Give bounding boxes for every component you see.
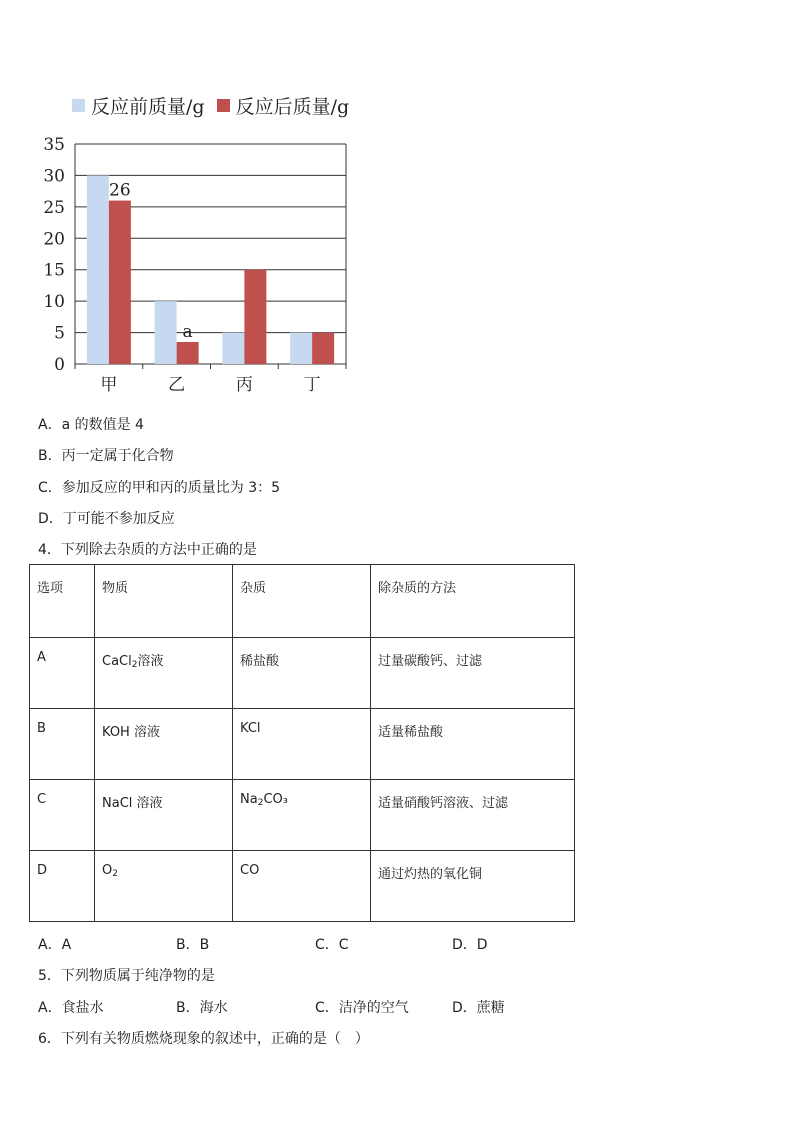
y-tick-label: 5 <box>54 323 65 344</box>
header-substance: 物质 <box>95 565 233 638</box>
y-tick-label: 15 <box>43 260 65 281</box>
q4-table <box>29 564 575 922</box>
y-tick-label: 0 <box>54 355 65 375</box>
cell-option: B <box>30 709 95 780</box>
y-tick-label: 30 <box>43 166 65 187</box>
cell-impurity: KCl <box>233 709 371 780</box>
q3-option-b: B．丙一定属于化合物 <box>38 448 174 464</box>
x-tick-label: 乙 <box>168 375 186 395</box>
cell-substance: NaCl 溶液 <box>95 780 233 851</box>
cell-impurity: 稀盐酸 <box>233 638 371 709</box>
q4-option-d: D．D <box>452 937 488 953</box>
q3-option-d: D．丁可能不参加反应 <box>38 511 175 527</box>
header-method: 除杂质的方法 <box>371 565 575 638</box>
table-header-row <box>30 565 575 638</box>
x-tick-label: 丙 <box>235 375 253 395</box>
table-row <box>30 638 575 709</box>
bar-after <box>109 201 131 364</box>
table-row <box>30 780 575 851</box>
cell-impurity: CO <box>233 851 371 922</box>
cell-substance: $O_2$ <box>95 851 233 922</box>
q5-option-d: D．蔗糖 <box>452 1000 505 1016</box>
cell-impurity: $Na_2CO_3$ <box>233 780 371 851</box>
table-row <box>30 851 575 922</box>
q6-stem: 6．下列有关物质燃烧现象的叙述中，正确的是（ ） <box>38 1031 369 1047</box>
header-option: 选项 <box>30 565 95 638</box>
legend-swatch-after <box>217 99 230 112</box>
bar-before <box>222 333 244 364</box>
bar-chart <box>30 130 360 400</box>
data-label: a <box>182 322 193 342</box>
y-tick-label: 35 <box>43 135 65 155</box>
legend-label-before: 反应前质量/g <box>91 95 205 118</box>
legend-label-after: 反应后质量/g <box>235 95 350 118</box>
q4-option-a: A．A <box>38 937 72 953</box>
cell-method: 过量碳酸钙、过滤 <box>371 638 575 709</box>
q4-option-b: B．B <box>176 937 210 953</box>
bar-after <box>312 333 334 364</box>
cell-option: A <box>30 638 95 709</box>
cell-method: 适量稀盐酸 <box>371 709 575 780</box>
legend-item-after <box>217 92 350 119</box>
x-tick-label: 丁 <box>303 375 321 395</box>
cell-method: 通过灼热的氧化铜 <box>371 851 575 922</box>
q3-option-c: C．参加反应的甲和丙的质量比为 3：5 <box>38 480 281 496</box>
q4-option-c: C．C <box>315 937 349 953</box>
cell-method: 适量硝酸钙溶液、过滤 <box>371 780 575 851</box>
x-tick-label: 甲 <box>100 375 118 395</box>
q3-option-a: A．a 的数值是 4 <box>38 417 144 433</box>
cell-substance: KOH 溶液 <box>95 709 233 780</box>
y-tick-label: 20 <box>43 229 65 250</box>
q4-stem: 4．下列除去杂质的方法中正确的是 <box>38 542 257 558</box>
cell-option: C <box>30 780 95 851</box>
table-row <box>30 709 575 780</box>
y-tick-label: 10 <box>43 292 65 313</box>
bar-after <box>244 270 266 364</box>
legend-swatch-before <box>72 99 85 112</box>
header-impurity: 杂质 <box>233 565 371 638</box>
cell-substance: CaCl$_2$溶液 <box>95 638 233 709</box>
cell-option: D <box>30 851 95 922</box>
chart-legend <box>72 92 361 118</box>
y-tick-label: 25 <box>43 197 65 218</box>
bar-before <box>290 333 312 364</box>
q5-option-c: C．洁净的空气 <box>315 1000 409 1016</box>
data-label: 26 <box>109 180 131 201</box>
q5-stem: 5．下列物质属于纯净物的是 <box>38 968 215 984</box>
bar-before <box>87 175 109 364</box>
bar-before <box>155 301 177 364</box>
bar-after <box>177 342 199 364</box>
legend-item-before <box>72 92 205 119</box>
q5-option-b: B．海水 <box>176 1000 228 1016</box>
q5-option-a: A．食盐水 <box>38 1000 104 1016</box>
